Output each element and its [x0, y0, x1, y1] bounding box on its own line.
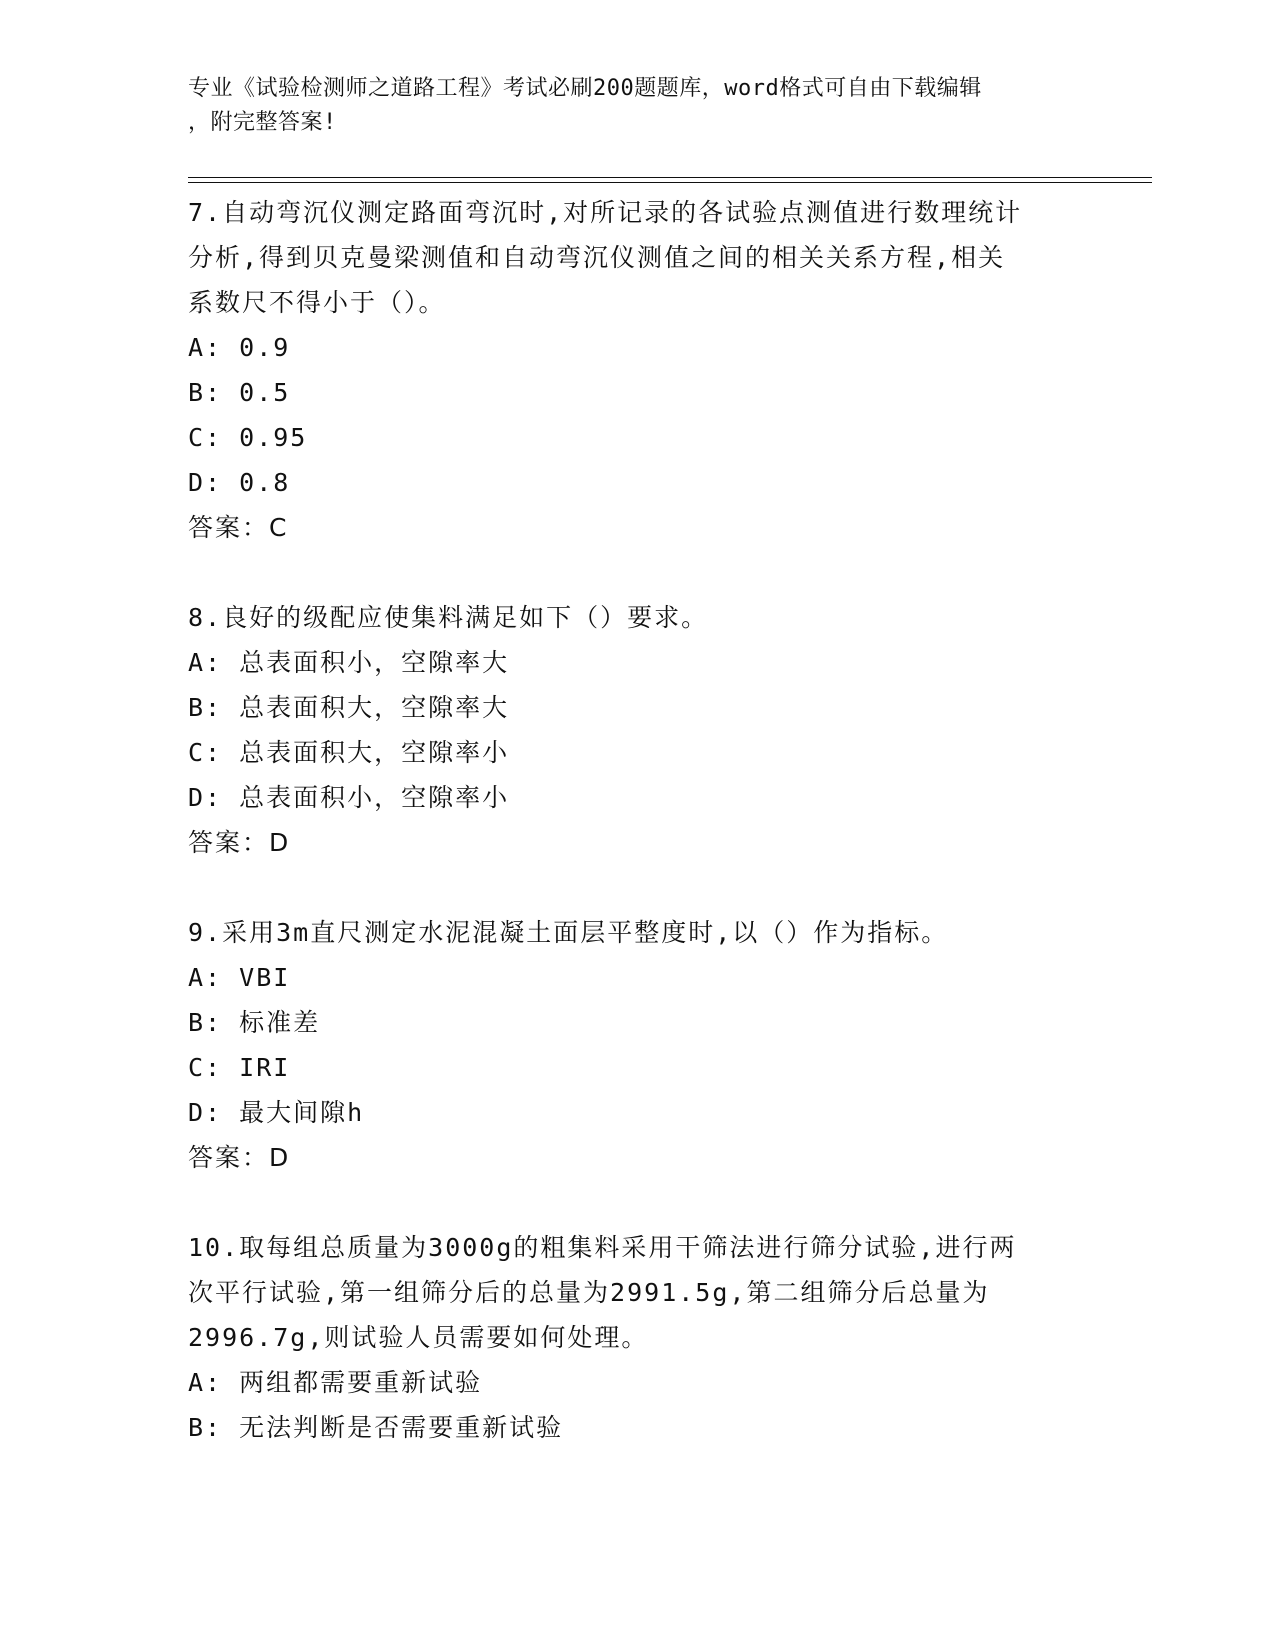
- option-b: B: 标准差: [188, 1008, 321, 1037]
- question-stem-line: 9.采用3m直尺测定水泥混凝土面层平整度时,以（）作为指标。: [188, 918, 949, 947]
- option-c: C: 0.95: [188, 423, 308, 452]
- header-rule-top: [188, 177, 1152, 178]
- question-9: [188, 910, 1088, 1180]
- question-list: [188, 190, 1088, 1495]
- header-rule-bottom: [188, 182, 1152, 183]
- document-header: [188, 72, 1088, 140]
- question-stem-line: 系数尺不得小于（）。: [188, 288, 446, 317]
- option-d: D: 最大间隙h: [188, 1098, 365, 1127]
- question-stem-line: 2996.7g,则试验人员需要如何处理。: [188, 1323, 649, 1352]
- option-a: A: 0.9: [188, 333, 291, 362]
- answer-line: 答案：C: [188, 513, 289, 542]
- option-a: A: 两组都需要重新试验: [188, 1368, 483, 1397]
- question-stem-line: 分析,得到贝克曼梁测值和自动弯沉仪测值之间的相关关系方程,相关: [188, 243, 1006, 272]
- option-d: D: 0.8: [188, 468, 291, 497]
- option-d: D: 总表面积小，空隙率小: [188, 783, 510, 812]
- question-10: [188, 1225, 1088, 1450]
- option-a: A: VBI: [188, 963, 291, 992]
- answer-line: 答案：D: [188, 1143, 291, 1172]
- option-c: C: IRI: [188, 1053, 291, 1082]
- option-a: A: 总表面积小，空隙率大: [188, 648, 510, 677]
- question-stem-line: 10.取每组总质量为3000g的粗集料采用干筛法进行筛分试验,进行两: [188, 1233, 1017, 1262]
- option-c: C: 总表面积大，空隙率小: [188, 738, 510, 767]
- question-stem-line: 8.良好的级配应使集料满足如下（）要求。: [188, 603, 709, 632]
- header-line-2: ，附完整答案!: [188, 110, 337, 135]
- option-b: B: 无法判断是否需要重新试验: [188, 1413, 564, 1442]
- question-8: [188, 595, 1088, 865]
- question-7: [188, 190, 1088, 550]
- option-b: B: 总表面积大，空隙率大: [188, 693, 510, 722]
- option-b: B: 0.5: [188, 378, 291, 407]
- header-line-1: 专业《试验检测师之道路工程》考试必刷200题题库，word格式可自由下载编辑: [188, 76, 982, 101]
- question-stem-line: 7.自动弯沉仪测定路面弯沉时,对所记录的各试验点测值进行数理统计: [188, 198, 1023, 227]
- question-stem-line: 次平行试验,第一组筛分后的总量为2991.5g,第二组筛分后总量为: [188, 1278, 990, 1307]
- answer-line: 答案：D: [188, 828, 291, 857]
